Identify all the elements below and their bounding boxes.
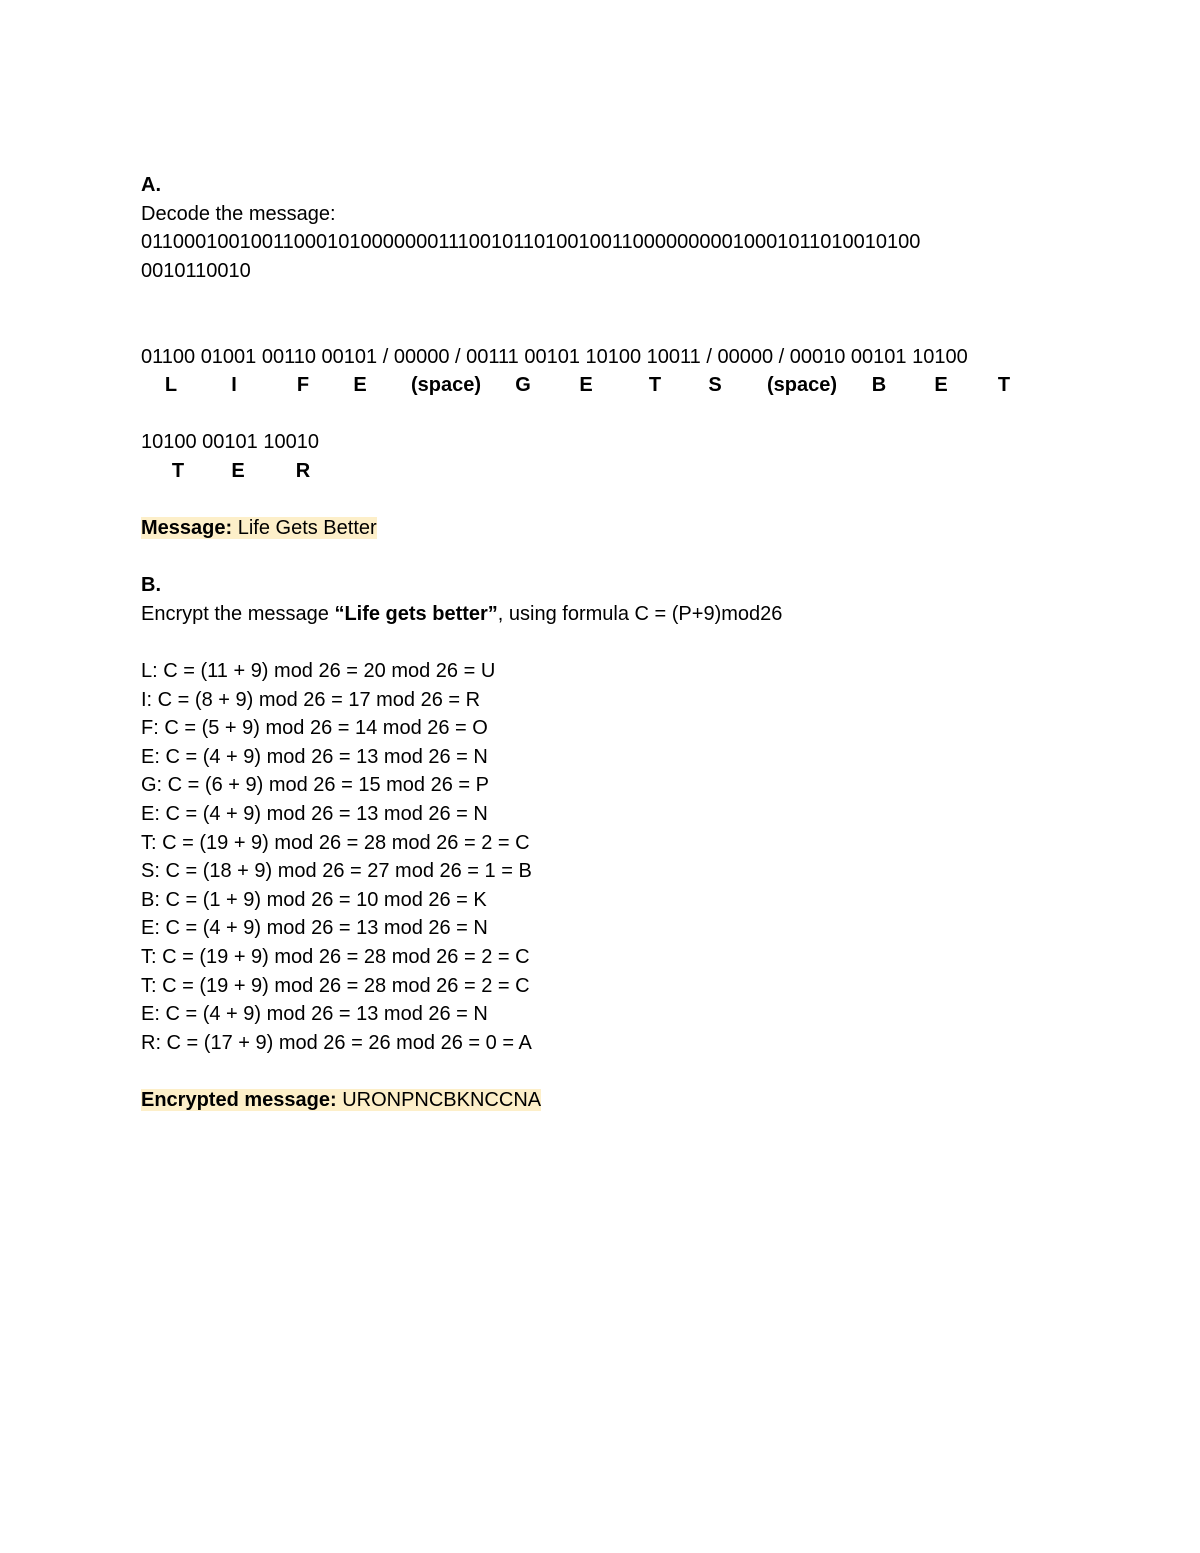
decoded-letter: T xyxy=(171,459,185,482)
binary-line-2: 0010110010 xyxy=(141,259,251,282)
encryption-step: G: C = (6 + 9) mod 26 = 15 mod 26 = P xyxy=(141,774,489,797)
decoded-letters-line-1 xyxy=(141,371,1101,400)
encryption-step: B: C = (1 + 9) mod 26 = 10 mod 26 = K xyxy=(141,888,487,911)
decoded-letter: S xyxy=(708,374,722,397)
encryption-step: L: C = (11 + 9) mod 26 = 20 mod 26 = U xyxy=(141,660,496,683)
encryption-step: T: C = (19 + 9) mod 26 = 28 mod 26 = 2 = C xyxy=(141,946,530,969)
decoded-letter: E xyxy=(934,374,948,397)
decoded-letter: E xyxy=(353,374,367,397)
decoded-letter: (space) xyxy=(766,374,838,397)
message-result xyxy=(141,514,1101,543)
section-b-heading: B. xyxy=(141,574,161,597)
message-label: Message: xyxy=(141,517,233,540)
decoded-letter: I xyxy=(231,374,237,397)
encryption-step: I: C = (8 + 9) mod 26 = 17 mod 26 = R xyxy=(141,688,481,711)
section-a-heading: A. xyxy=(141,174,161,196)
decode-prompt: Decode the message: xyxy=(141,202,336,225)
encryption-step: R: C = (17 + 9) mod 26 = 26 mod 26 = 0 = A xyxy=(141,1031,532,1054)
encrypt-prompt-prefix: Encrypt the message xyxy=(141,602,335,625)
encryption-steps xyxy=(141,657,1101,1057)
decoded-letter: (space) xyxy=(410,374,482,397)
decoded-letters-line-2 xyxy=(141,457,1101,486)
decoded-letter: E xyxy=(579,374,593,397)
encryption-step: E: C = (4 + 9) mod 26 = 13 mod 26 = N xyxy=(141,917,488,940)
decoded-letter: T xyxy=(997,374,1011,397)
encryption-step: E: C = (4 + 9) mod 26 = 13 mod 26 = N xyxy=(141,803,488,826)
encryption-step: T: C = (19 + 9) mod 26 = 28 mod 26 = 2 = C xyxy=(141,831,530,854)
decoded-letter: E xyxy=(231,459,245,482)
encryption-step: E: C = (4 + 9) mod 26 = 13 mod 26 = N xyxy=(141,745,488,768)
decoded-letter: L xyxy=(164,374,178,397)
encryption-step: F: C = (5 + 9) mod 26 = 14 mod 26 = O xyxy=(141,717,488,740)
document-page xyxy=(141,171,1101,1115)
encryption-step: T: C = (19 + 9) mod 26 = 28 mod 26 = 2 = C xyxy=(141,974,530,997)
decoded-letter: G xyxy=(515,374,531,397)
binary-line-1: 01100010010011000101000000011100101101001001100000000010001011010010100 xyxy=(141,231,921,254)
encrypt-prompt-suffix: , using formula C = (P+9)mod26 xyxy=(497,602,783,625)
decoded-letter: F xyxy=(296,374,310,397)
encryption-step: S: C = (18 + 9) mod 26 = 27 mod 26 = 1 = B xyxy=(141,860,532,883)
grouped-binary-line-2: 10100 00101 10010 xyxy=(141,431,319,454)
decoded-letter: R xyxy=(295,459,311,482)
encrypt-prompt-quote: “Life gets better” xyxy=(334,602,498,625)
decoded-letter: B xyxy=(871,374,887,397)
grouped-binary-line-1: 01100 01001 00110 00101 / 00000 / 00111 00101 10100 10011 / 00000 / 00010 00101 10100 xyxy=(141,345,968,368)
decoded-letter: T xyxy=(648,374,662,397)
encrypted-value: URONPNCBKNCCNA xyxy=(336,1089,542,1111)
message-value: Life Gets Better xyxy=(232,517,377,540)
encrypted-label: Encrypted message: xyxy=(141,1089,337,1111)
encryption-step: E: C = (4 + 9) mod 26 = 13 mod 26 = N xyxy=(141,1003,488,1026)
encrypted-result xyxy=(141,1086,1101,1115)
encrypt-prompt xyxy=(141,600,1101,629)
